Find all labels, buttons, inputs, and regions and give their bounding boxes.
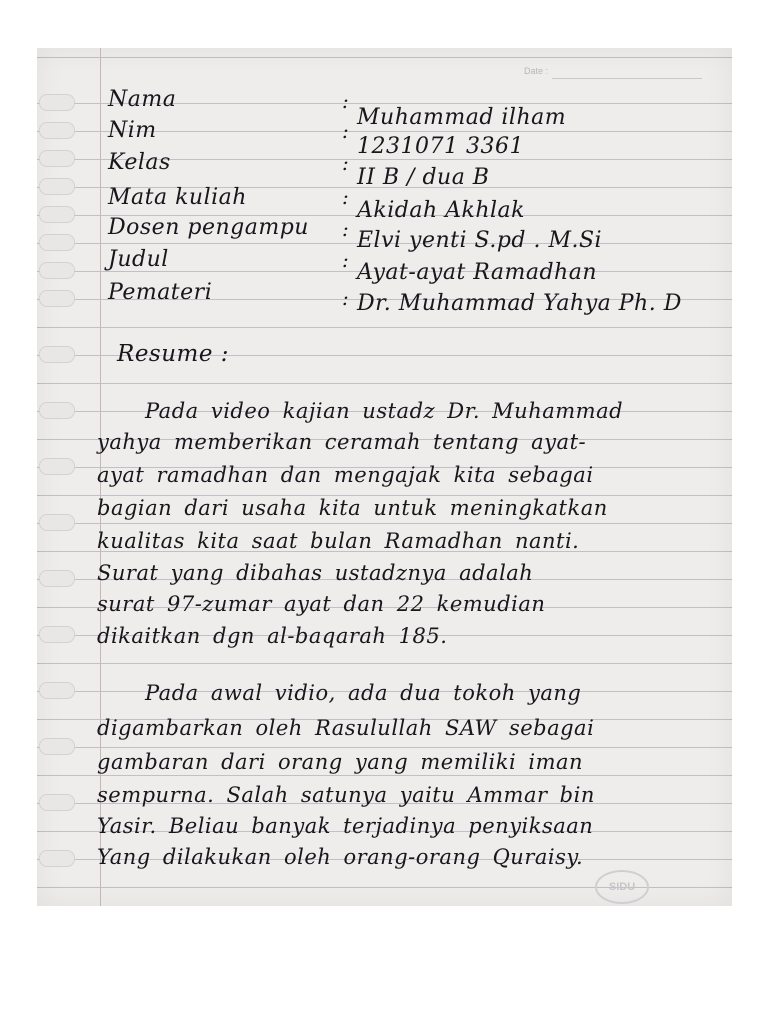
paragraph-2-line: Yang dilakukan oleh orang-orang Quraisy. (97, 845, 584, 869)
field-colon: : (342, 217, 350, 241)
field-value-judul: Ayat-ayat Ramadhan (357, 260, 598, 285)
binder-hole (39, 94, 75, 111)
paragraph-2-line: Yasir. Beliau banyak terjadinya penyiksaan (97, 814, 594, 838)
paragraph-2-line: digambarkan oleh Rasulullah SAW sebagai (97, 716, 595, 740)
field-label-nim: Nim (108, 118, 157, 143)
resume-heading: Resume : (117, 341, 230, 367)
binder-hole (39, 682, 75, 699)
binder-hole (39, 570, 75, 587)
field-colon: : (342, 89, 350, 113)
field-label-dosen: Dosen pengampu (108, 215, 309, 240)
field-colon: : (342, 185, 350, 209)
binder-hole (39, 738, 75, 755)
binder-hole (39, 850, 75, 867)
binder-hole (39, 794, 75, 811)
field-colon: : (342, 119, 350, 143)
binder-hole (39, 290, 75, 307)
field-label-nama: Nama (108, 87, 177, 112)
field-label-judul: Judul (108, 247, 169, 272)
field-value-kelas: II B / dua B (357, 165, 490, 190)
field-colon: : (342, 286, 350, 310)
binder-hole (39, 206, 75, 223)
paragraph-2-line: sempurna. Salah satunya yaitu Ammar bin (97, 783, 595, 807)
binder-hole (39, 262, 75, 279)
field-label-pemateri: Pemateri (108, 280, 213, 305)
paragraph-2-line: gambaran dari orang yang memiliki iman (97, 750, 584, 774)
date-label: Date : (524, 66, 549, 76)
date-line (552, 78, 702, 79)
binder-hole (39, 122, 75, 139)
field-value-nim: 1231071 3361 (357, 134, 524, 159)
paragraph-1-line: kualitas kita saat bulan Ramadhan nanti. (97, 529, 580, 553)
paragraph-1-line: yahya memberikan ceramah tentang ayat- (97, 430, 587, 454)
binder-hole (39, 234, 75, 251)
binder-hole (39, 346, 75, 363)
paragraph-2-line: Pada awal vidio, ada dua tokoh yang (145, 681, 582, 705)
field-colon: : (342, 248, 350, 272)
paragraph-1-line: ayat ramadhan dan mengajak kita sebagai (97, 463, 594, 487)
field-value-mata-kuliah: Akidah Akhlak (357, 198, 525, 223)
field-value-nama: Muhammad ilham (357, 105, 567, 130)
field-colon: : (342, 151, 350, 175)
binder-hole (39, 626, 75, 643)
sidu-logo-stamp: SIDU (595, 870, 649, 904)
field-value-pemateri: Dr. Muhammad Yahya Ph. D (357, 291, 682, 316)
field-value-dosen: Elvi yenti S.pd . M.Si (357, 228, 603, 253)
binder-hole (39, 178, 75, 195)
binder-hole (39, 514, 75, 531)
paragraph-1-line: Pada video kajian ustadz Dr. Muhammad (145, 399, 624, 423)
paragraph-1-line: Surat yang dibahas ustadznya adalah (97, 561, 534, 585)
paragraph-1-line: surat 97-zumar ayat dan 22 kemudian (97, 592, 546, 616)
paragraph-1-line: bagian dari usaha kita untuk meningkatkan (97, 496, 608, 520)
field-label-mata-kuliah: Mata kuliah (108, 185, 247, 210)
binder-hole (39, 458, 75, 475)
paragraph-1-line: dikaitkan dgn al-baqarah 185. (97, 624, 448, 648)
field-label-kelas: Kelas (108, 150, 171, 175)
notebook-page (37, 48, 732, 906)
binder-hole (39, 402, 75, 419)
binder-hole (39, 150, 75, 167)
